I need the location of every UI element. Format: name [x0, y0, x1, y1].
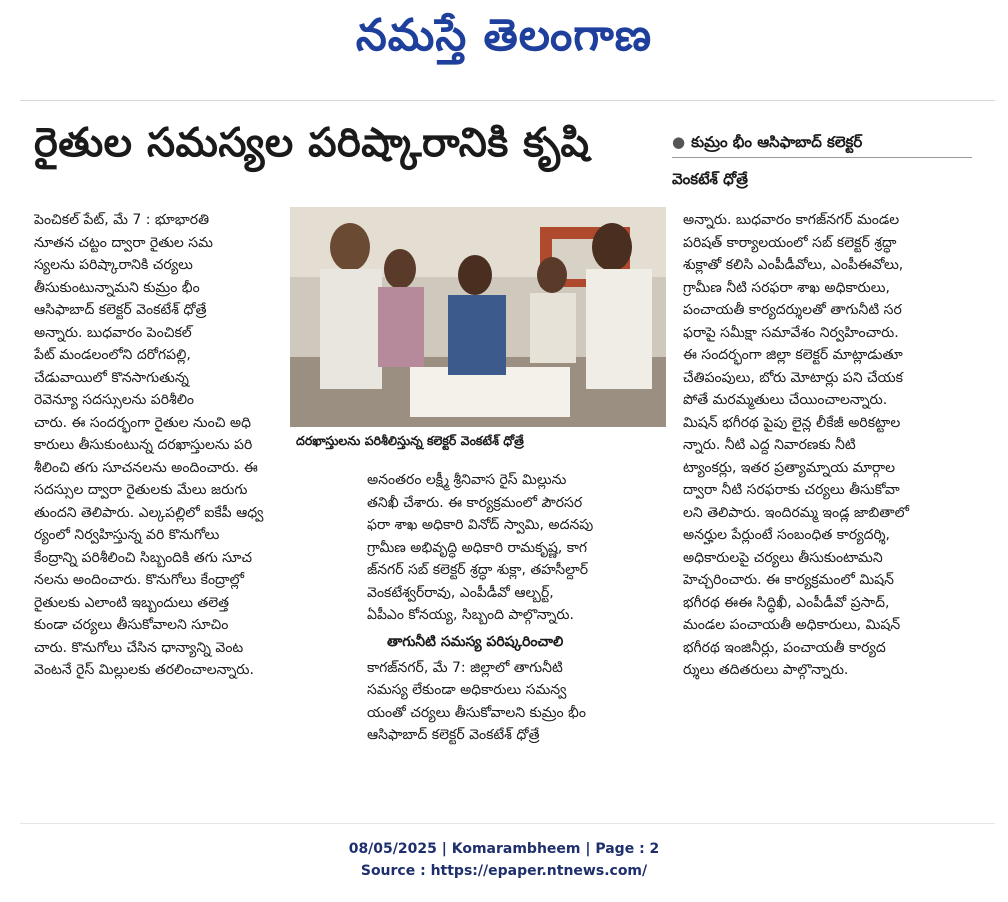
text-line: భగీరథ ఇంజినీర్లు, పంచాయతీ కార్యద: [683, 639, 886, 656]
page-footer: [0, 838, 1008, 882]
article-headline: రైతుల సమస్యల పరిష్కారానికి కృషి: [34, 120, 590, 166]
text-line: మండల పంచాయతీ అధికారులు, మిషన్: [683, 617, 901, 633]
text-line: గ్రామీణ అభివృద్ధి అధికారి రామకృష్ణ, కాగ: [367, 539, 588, 556]
text-line: ద్వారా నీటి సరఫరాకు చర్యలు తీసుకోవా: [683, 482, 900, 498]
text-line: న్నారు. నీటి ఎద్ద నివారణకు నీటి: [683, 437, 856, 453]
article-photo: [290, 207, 666, 427]
footer-date-line: 08/05/2025 | Komarambheem | Page : 2: [348, 841, 660, 857]
photo-caption: దరఖాస్తులను పరిశీలిస్తున్న కలెక్టర్ వెంకటేశ్ ధోత్రే: [296, 433, 524, 448]
text-line: చారు. ఈ సందర్భంగా రైతుల నుంచి అధి: [34, 414, 251, 431]
text-line: ఆసిఫాబాద్ కలెక్టర్ వెంకటేశ్ ధోత్రే: [367, 727, 540, 743]
text-line: అధికారులపై చర్యలు తీసుకుంటామని: [683, 549, 883, 566]
text-line: పెంచికల్ పేట్, మే 7 : భూభారతి: [34, 212, 210, 228]
text-line: శీలించి తగు సూచనలను అందించారు. ఈ: [34, 459, 258, 476]
text-line: మిషన్ భగీరథ పైపు లైన్ల లీకేజీ అరికట్టాల: [683, 414, 901, 431]
text-line: పరిషత్ కార్యాలయంలో సబ్ కలెక్టర్ శ్రద్ధా: [683, 234, 897, 251]
text-line: సమస్య లేకుండా అధికారులు సమన్వ: [367, 682, 567, 698]
text-line: అన్నారు. బుధవారం పెంచికల్: [34, 324, 192, 341]
article-column-3: [683, 209, 983, 809]
text-line: చేడువాయిలో కొనసాగుతున్న: [34, 369, 189, 386]
text-line: అనంతరం లక్ష్మీ శ్రీనివాస రైస్ మిల్లును: [367, 472, 567, 488]
subhead-line-2: వెంకటేశ్ ధోత్రే: [672, 170, 748, 188]
news-clipping: [20, 100, 995, 824]
text-line: అన్నారు. బుధవారం కాగజ్‌నగర్ మండల: [683, 212, 900, 228]
text-line: రెవెన్యూ సదస్సులను పరిశీలిం: [34, 392, 195, 408]
text-line: నలను అందించారు. కొనుగోలు కేంద్రాల్లో: [34, 572, 245, 588]
text-line: సదస్సుల ద్వారా రైతులకు మేలు జరుగు: [34, 482, 248, 498]
text-line: ర్శులు తదితరులు పాల్గొన్నారు.: [683, 662, 849, 678]
text-line: యంతో చర్యలు తీసుకోవాలని కుమ్రం భీం: [367, 704, 586, 721]
text-line: హెచ్చరించారు. ఈ కార్యక్రమంలో మిషన్: [683, 572, 894, 588]
text-line: పోతే మరమ్మతులు చేయించాలన్నారు.: [683, 392, 888, 408]
text-line: కారులు తీసుకుంటున్న దరఖాస్తులను పరి: [34, 437, 253, 453]
text-line: శుక్లాతో కలిసి ఎంపీడీవోలు, ఎంపీఈవోలు,: [683, 257, 904, 273]
text-line: వెంటనే రైస్ మిల్లులకు తరలించాలన్నారు.: [34, 662, 254, 678]
subhead-line-1: కుమ్రం భీం ఆసిఫాబాద్ కలెక్టర్: [691, 133, 863, 151]
text-line: స్యలను పరిష్కారానికి చర్యలు: [34, 257, 193, 273]
article-column-2: [367, 469, 665, 814]
text-line: ఈ సందర్భంగా జిల్లా కలెక్టర్ మాట్లాడుతూ: [683, 347, 903, 363]
text-line: కుండా చర్యలు తీసుకోవాలని సూచిం: [34, 617, 229, 633]
text-line: పేట్ మండలంలోని దరోగపల్లి,: [34, 347, 191, 363]
text-line: చారు. కొనుగోలు చేసిన ధాన్యాన్ని వెంట: [34, 639, 244, 656]
text-line: రైతులకు ఎలాంటి ఇబ్బందులు తలెత్త: [34, 594, 230, 611]
text-line: అనర్హుల పేర్లుంటే సంబంధిత కార్యదర్శి,: [683, 527, 890, 543]
text-line: పంచాయతీ కార్యదర్శులతో తాగునీటి సర: [683, 302, 902, 318]
text-line: ర్యంలో నిర్వహిస్తున్న వరి కొనుగోలు: [34, 527, 220, 543]
text-line: కేంద్రాన్ని పరిశీలించి సిబ్బందికి తగు సూచ: [34, 549, 252, 566]
text-line: తీసుకుంటున్నామని కుమ్రం భీం: [34, 279, 200, 296]
text-line: తుందని తెలిపారు. ఎల్కపల్లిలో ఐకేపీ ఆధ్వ: [34, 504, 264, 521]
text-line: ఏపీఎం కోనయ్య, సిబ్బంది పాల్గొన్నారు.: [367, 607, 574, 623]
text-line: ఆసిఫాబాద్ కలెక్టర్ వెంకటేశ్ ధోత్రే: [34, 302, 207, 318]
article-subheading: [672, 131, 972, 190]
text-line: గ్రామీణ నీటి సరఫరా శాఖ అధికారులు,: [683, 279, 890, 296]
newspaper-logo: నమస్తే తెలంగాణ: [355, 10, 653, 61]
footer-source-line: Source : https://epaper.ntnews.com/: [360, 863, 648, 879]
text-line: తనిఖీ చేశారు. ఈ కార్యక్రమంలో పౌరసర: [367, 494, 583, 511]
text-line: ఫరా శాఖ అధికారి వినోద్ స్వామి, అదనపు: [367, 517, 594, 533]
text-line: వెంకటేశ్వర్‌రావు, ఎంపీడీవో ఆల్బర్ట్,: [367, 584, 554, 601]
text-line: కాగజ్‌నగర్, మే 7: జిల్లాలో తాగునీటి: [367, 659, 563, 676]
bullet-icon: ●: [672, 133, 686, 151]
masthead: [0, 0, 1008, 82]
text-line: జ్‌నగర్ సబ్ కలెక్టర్ శ్రద్ధా శుక్లా, తహసీల్దార్: [367, 562, 589, 578]
text-line: ఫరాపై సమీక్షా సమావేశం నిర్వహించారు.: [683, 324, 899, 341]
section-heading: తాగునీటి సమస్య పరిష్కరించాలి: [387, 633, 564, 650]
text-line: ట్యాంకర్లు, ఇతర ప్రత్యామ్నాయ మార్గాల: [683, 459, 896, 476]
text-line: నూతన చట్టం ద్వారా రైతుల సమ: [34, 234, 213, 251]
text-line: లని తెలిపారు. ఇందిరమ్మ ఇండ్ల జాబితాలో: [683, 504, 910, 521]
text-line: చేతిపంపులు, బోరు మోటార్లు పని చేయక: [683, 369, 903, 386]
article-column-1: [34, 209, 302, 809]
photo-illustration: [290, 207, 666, 427]
text-line: భగీరథ ఈఈ సిద్ధిఖీ, ఎంపీడీవో ప్రసాద్,: [683, 594, 890, 611]
